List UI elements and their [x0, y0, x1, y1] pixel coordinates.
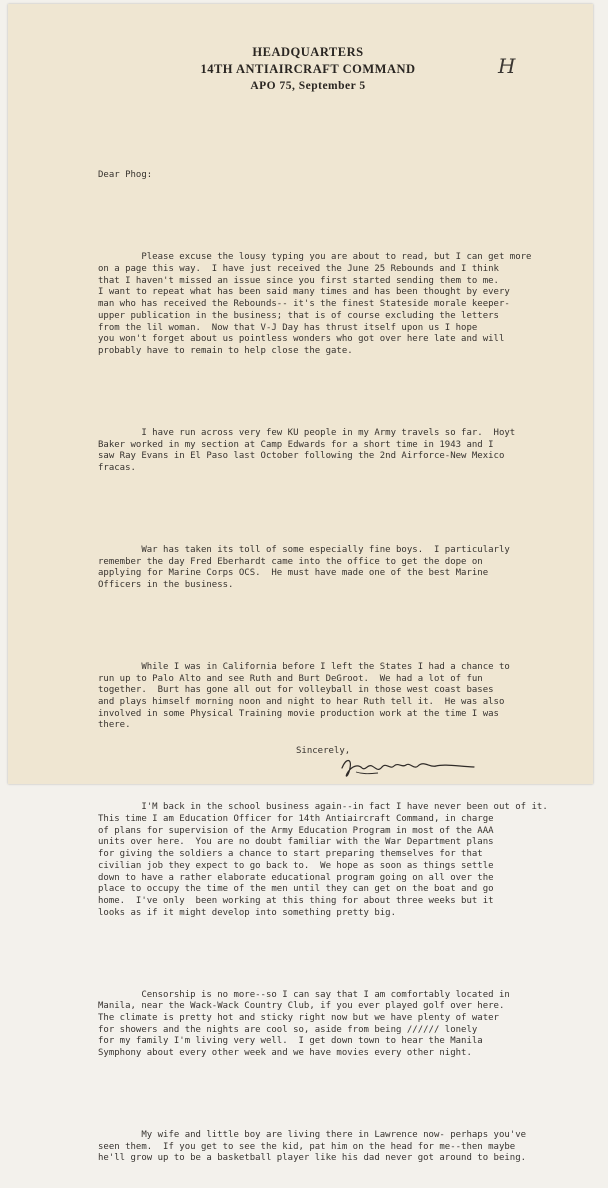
letterhead-command: 14TH ANTIAIRCRAFT COMMAND — [200, 62, 416, 76]
line-gap — [98, 615, 598, 627]
handwritten-h-mark: H — [498, 54, 516, 78]
salutation: Dear Phog: — [98, 170, 153, 181]
letterhead-date: APO 75, September 5 — [250, 80, 366, 92]
line-gap — [98, 498, 598, 510]
handwritten-signature — [338, 752, 478, 780]
line-gap — [98, 1083, 598, 1095]
paragraph-7: My wife and little boy are living there in Lawrence now- perhaps you've seen them. If you get to see the kid, pat him on the head for me--then maybe he'll grow up to be a basketball player like his dad never got around to being. — [98, 1129, 527, 1164]
letter-page — [8, 4, 593, 1164]
paragraph-3: War has taken its toll of some especially fine boys. I particularly remember the day Fred Eberhardt came into the office to get the dope on applying for Marine Corps OCS. He must have made one of the best Marine Officers in the business. — [98, 544, 510, 590]
paragraph-4: While I was in California before I left the States I had a chance to run up to Palo Alto and see Ruth and Burt DeGroot. We had a lot of fun together. Burt has gone all out for volleyball in those west coast bases and plays himself morning noon and night to hear Ruth tell it. He was also involved in some Physical Training movie production work at the time I was there. — [98, 661, 510, 731]
paragraph-2: I have run across very few KU people in my Army travels so far. Hoyt Baker worked in my section at Camp Edwards for a short time in 1943 and I saw Ray Evans in El Paso last October following the 2nd Airforce-New Mexico fracas. — [98, 427, 516, 473]
letterhead-title: HEADQUARTERS — [252, 45, 364, 59]
line-gap — [98, 381, 598, 393]
letter-body — [98, 147, 598, 1188]
paragraph-6: Censorship is no more--so I can say that I am comfortably located in Manila, near the Wack-Wack Country Club, if you ever played golf over here. The climate is pretty hot and sticky right now but we have plenty of water for showers and the nights are cool so, aside from being ////// lonely for my family I'm living very well. I get down town to hear the Manila Symphony about every other week and we have movies every other night. — [98, 989, 510, 1059]
closing: Sincerely, — [296, 746, 351, 756]
letterhead — [8, 44, 608, 95]
paragraph-1: Please excuse the lousy typing you are about to read, but I can get more on a page this way. I have just received the June 25 Rebounds and I think that I haven't missed an issue since you first started sending them to me. I want to repeat what has been said many times and has been thought by every man who has received the Rebounds-- it's the finest Stateside morale keeper- upper publication in the business; that is of course excluding the letters from the lil woman. Now that V-J Day has thrust itself upon us I hope you won't forget about us pointless wonders who got over here late and will probably have to remain to help close the gate. — [98, 252, 532, 356]
line-gap — [98, 206, 598, 218]
line-gap — [98, 943, 598, 955]
paragraph-5: I'M back in the school business again--in fact I have never been out of it. This time I am Education Officer for 14th Antiaircraft Command, in charge of plans for supervision of the Army Education Program in most of the AAA units over here. You are no doubt familiar with the War Department plans for giving the soldiers a chance to start preparing themselves for that civilian job they expect to go back to. We hope as soon as things settle down to have a rather elaborate educational program going on all over the place to occupy the time of the men until they can get on the boat and go home. I've only been working at this thing for about three weeks but it looks as if it might develop into something pretty big. — [98, 802, 548, 918]
